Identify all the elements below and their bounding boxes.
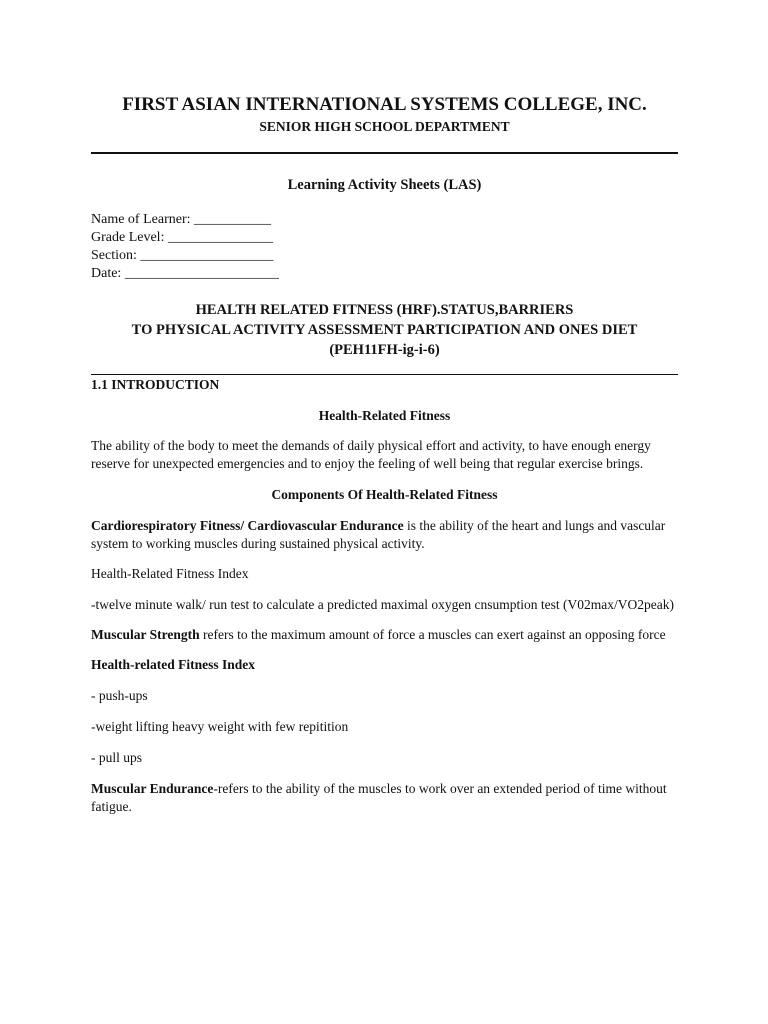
cardio-definition: is the ability of the heart and lungs and vascular system to working muscles during sustained physical activity. bbox=[91, 518, 666, 551]
document-page bbox=[91, 0, 678, 1024]
strength-paragraph bbox=[91, 626, 678, 644]
cardio-term: Cardiorespiratory Fitness/ Cardiovascular Endurance bbox=[91, 518, 404, 533]
grade-field: Grade Level: _______________ bbox=[91, 230, 273, 245]
header-divider bbox=[91, 152, 678, 154]
topic-title bbox=[91, 300, 678, 360]
strength-term: Muscular Strength bbox=[91, 627, 200, 642]
endurance-paragraph bbox=[91, 780, 678, 816]
department-name: SENIOR HIGH SCHOOL DEPARTMENT bbox=[259, 119, 510, 134]
topic-line-2: TO PHYSICAL ACTIVITY ASSESSMENT PARTICIPATION AND ONES DIET bbox=[131, 322, 638, 338]
endurance-definition: -refers to the ability of the muscles to work over an extended period of time without fatigue. bbox=[91, 781, 667, 814]
strength-item-1: - push-ups bbox=[91, 688, 148, 703]
topic-code: (PEH11FH-ig-i-6) bbox=[329, 342, 440, 358]
hrf-definition: The ability of the body to meet the demands of daily physical effort and activity, to have enough energy reserve for unexpected emergencies and to enjoy the feeling of well being that regular exercise brings. bbox=[91, 438, 651, 471]
components-heading: Components Of Health-Related Fitness bbox=[271, 487, 498, 502]
hrf-heading: Health-Related Fitness bbox=[318, 408, 451, 423]
strength-item-2: -weight lifting heavy weight with few repitition bbox=[91, 719, 349, 734]
topic-divider bbox=[91, 374, 678, 375]
learner-fields bbox=[91, 211, 391, 283]
intro-heading: 1.1 INTRODUCTION bbox=[91, 377, 220, 392]
strength-definition: refers to the maximum amount of force a muscles can exert against an opposing force bbox=[199, 627, 666, 642]
strength-item-3: - pull ups bbox=[91, 750, 143, 765]
school-name: FIRST ASIAN INTERNATIONAL SYSTEMS COLLEGE, INC. bbox=[122, 94, 647, 115]
index-label-1: Health-Related Fitness Index bbox=[91, 566, 249, 581]
topic-line-1: HEALTH RELATED FITNESS (HRF).STATUS,BARRIERS bbox=[195, 302, 574, 318]
index-label-2: Health-related Fitness Index bbox=[91, 657, 255, 672]
section-field: Section: ___________________ bbox=[91, 248, 274, 263]
lesson-content bbox=[91, 376, 678, 816]
endurance-term: Muscular Endurance bbox=[91, 781, 214, 796]
name-field: Name of Learner: ___________ bbox=[91, 212, 271, 227]
las-title: Learning Activity Sheets (LAS) bbox=[287, 177, 482, 193]
cardio-paragraph bbox=[91, 517, 678, 553]
date-field: Date: ______________________ bbox=[91, 266, 279, 281]
cardio-test: -twelve minute walk/ run test to calculate a predicted maximal oxygen cnsumption test (V02max/VO2peak) bbox=[91, 597, 674, 612]
